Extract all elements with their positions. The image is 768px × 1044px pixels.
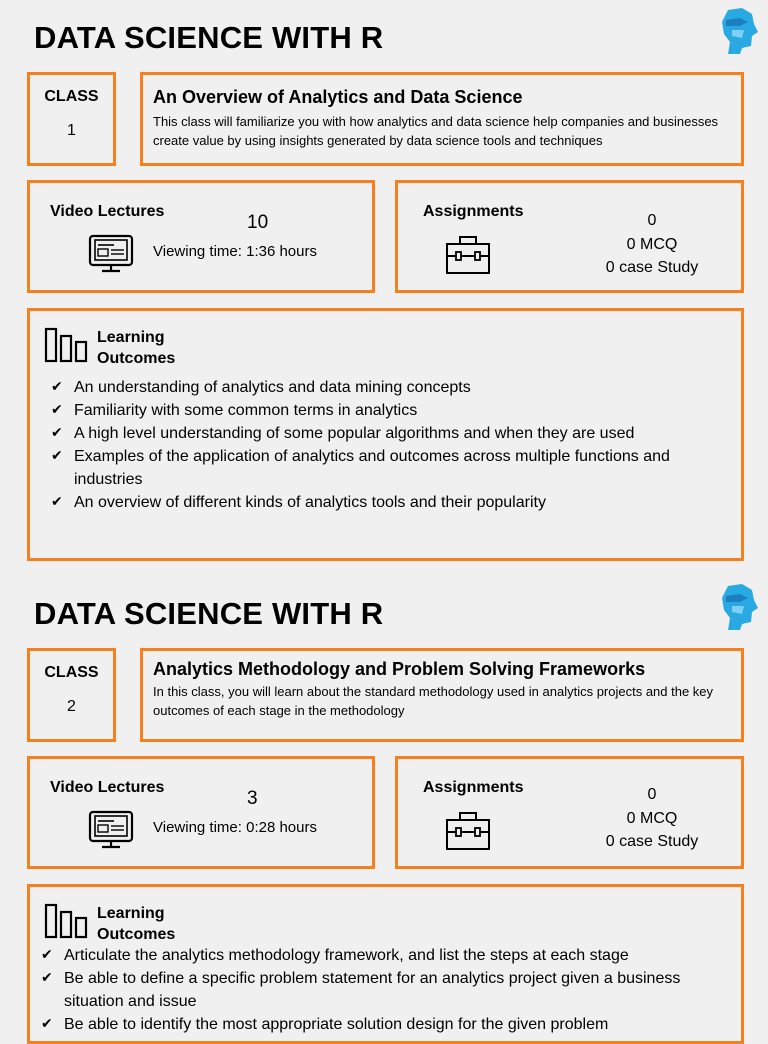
- list-item: ✔ Familiarity with some common terms in analytics: [51, 399, 711, 422]
- video-lectures-label: Video Lectures: [50, 203, 165, 220]
- list-item: ✔ A high level understanding of some popular algorithms and when they are used: [51, 422, 711, 445]
- video-count: 3: [247, 788, 258, 809]
- brand-logo-icon: [718, 6, 762, 56]
- assignment-count: 0: [647, 212, 657, 229]
- list-item: ✔ An overview of different kinds of analytics tools and their popularity: [51, 491, 711, 514]
- class-description: In this class, you will learn about the standard methodology used in analytics projects and the key outcomes of each stage in the methodology: [153, 684, 714, 718]
- case-study-count: 0 case Study: [605, 833, 699, 850]
- video-lectures-label: Video Lectures: [50, 779, 165, 796]
- class-description: This class will familiarize you with how analytics and data science help companies and businesses create value by using insights generated by data science tools and techniques: [153, 114, 719, 148]
- video-lectures-box: [27, 180, 375, 293]
- mcq-count: 0 MCQ: [626, 235, 678, 253]
- list-item: ✔ Articulate the analytics methodology framework, and list the steps at each stage: [41, 944, 701, 967]
- briefcase-icon: [445, 811, 491, 851]
- assignment-count: 0: [647, 786, 657, 803]
- video-lectures-box: [27, 756, 375, 869]
- class-number: 2: [67, 698, 76, 715]
- page-title: DATA SCIENCE WITH R: [34, 20, 384, 55]
- list-item: ✔ Be able to identify the most appropriate solution design for the given problem: [41, 1013, 701, 1036]
- assignments-box: [395, 180, 744, 293]
- class-info-box: [140, 648, 744, 742]
- list-item: ✔ Be able to define a specific problem statement for an analytics project given a business situation and issue: [41, 967, 701, 1013]
- brand-logo-icon: [718, 582, 762, 632]
- class-number: 1: [67, 122, 76, 139]
- assignments-label: Assignments: [423, 203, 524, 220]
- assignments-box: [395, 756, 744, 869]
- outcomes-list: [41, 944, 701, 1036]
- case-study-count: 0 case Study: [605, 259, 699, 276]
- video-count: 10: [247, 212, 269, 233]
- viewing-time: Viewing time: 1:36 hours: [153, 243, 317, 260]
- assignment-counts: [592, 783, 712, 854]
- page-title: DATA SCIENCE WITH R: [34, 596, 384, 631]
- list-item: ✔ An understanding of analytics and data mining concepts: [51, 376, 711, 399]
- class-label: CLASS: [44, 88, 99, 105]
- mcq-count: 0 MCQ: [626, 809, 678, 827]
- assignments-label: Assignments: [423, 779, 524, 796]
- class-title: Analytics Methodology and Problem Solving Frameworks: [153, 659, 646, 679]
- bar-chart-icon: [44, 903, 90, 939]
- learning-outcomes-label: Learning Outcomes: [97, 329, 176, 367]
- outcomes-list: [51, 376, 711, 514]
- list-item: ✔ Examples of the application of analytics and outcomes across multiple functions and industries: [51, 445, 711, 491]
- monitor-icon: [88, 810, 136, 852]
- class-number-box: [27, 72, 116, 166]
- learning-outcomes-box: [27, 884, 744, 1044]
- briefcase-icon: [445, 235, 491, 275]
- class-number-box: [27, 648, 116, 742]
- class-info-box: [140, 72, 744, 166]
- learning-outcomes-label: Learning Outcomes: [97, 905, 176, 943]
- monitor-icon: [88, 234, 136, 276]
- learning-outcomes-box: [27, 308, 744, 561]
- assignment-counts: [592, 209, 712, 280]
- class-title: An Overview of Analytics and Data Science: [153, 87, 523, 107]
- viewing-time: Viewing time: 0:28 hours: [153, 819, 317, 836]
- class-label: CLASS: [44, 664, 99, 681]
- bar-chart-icon: [44, 327, 90, 363]
